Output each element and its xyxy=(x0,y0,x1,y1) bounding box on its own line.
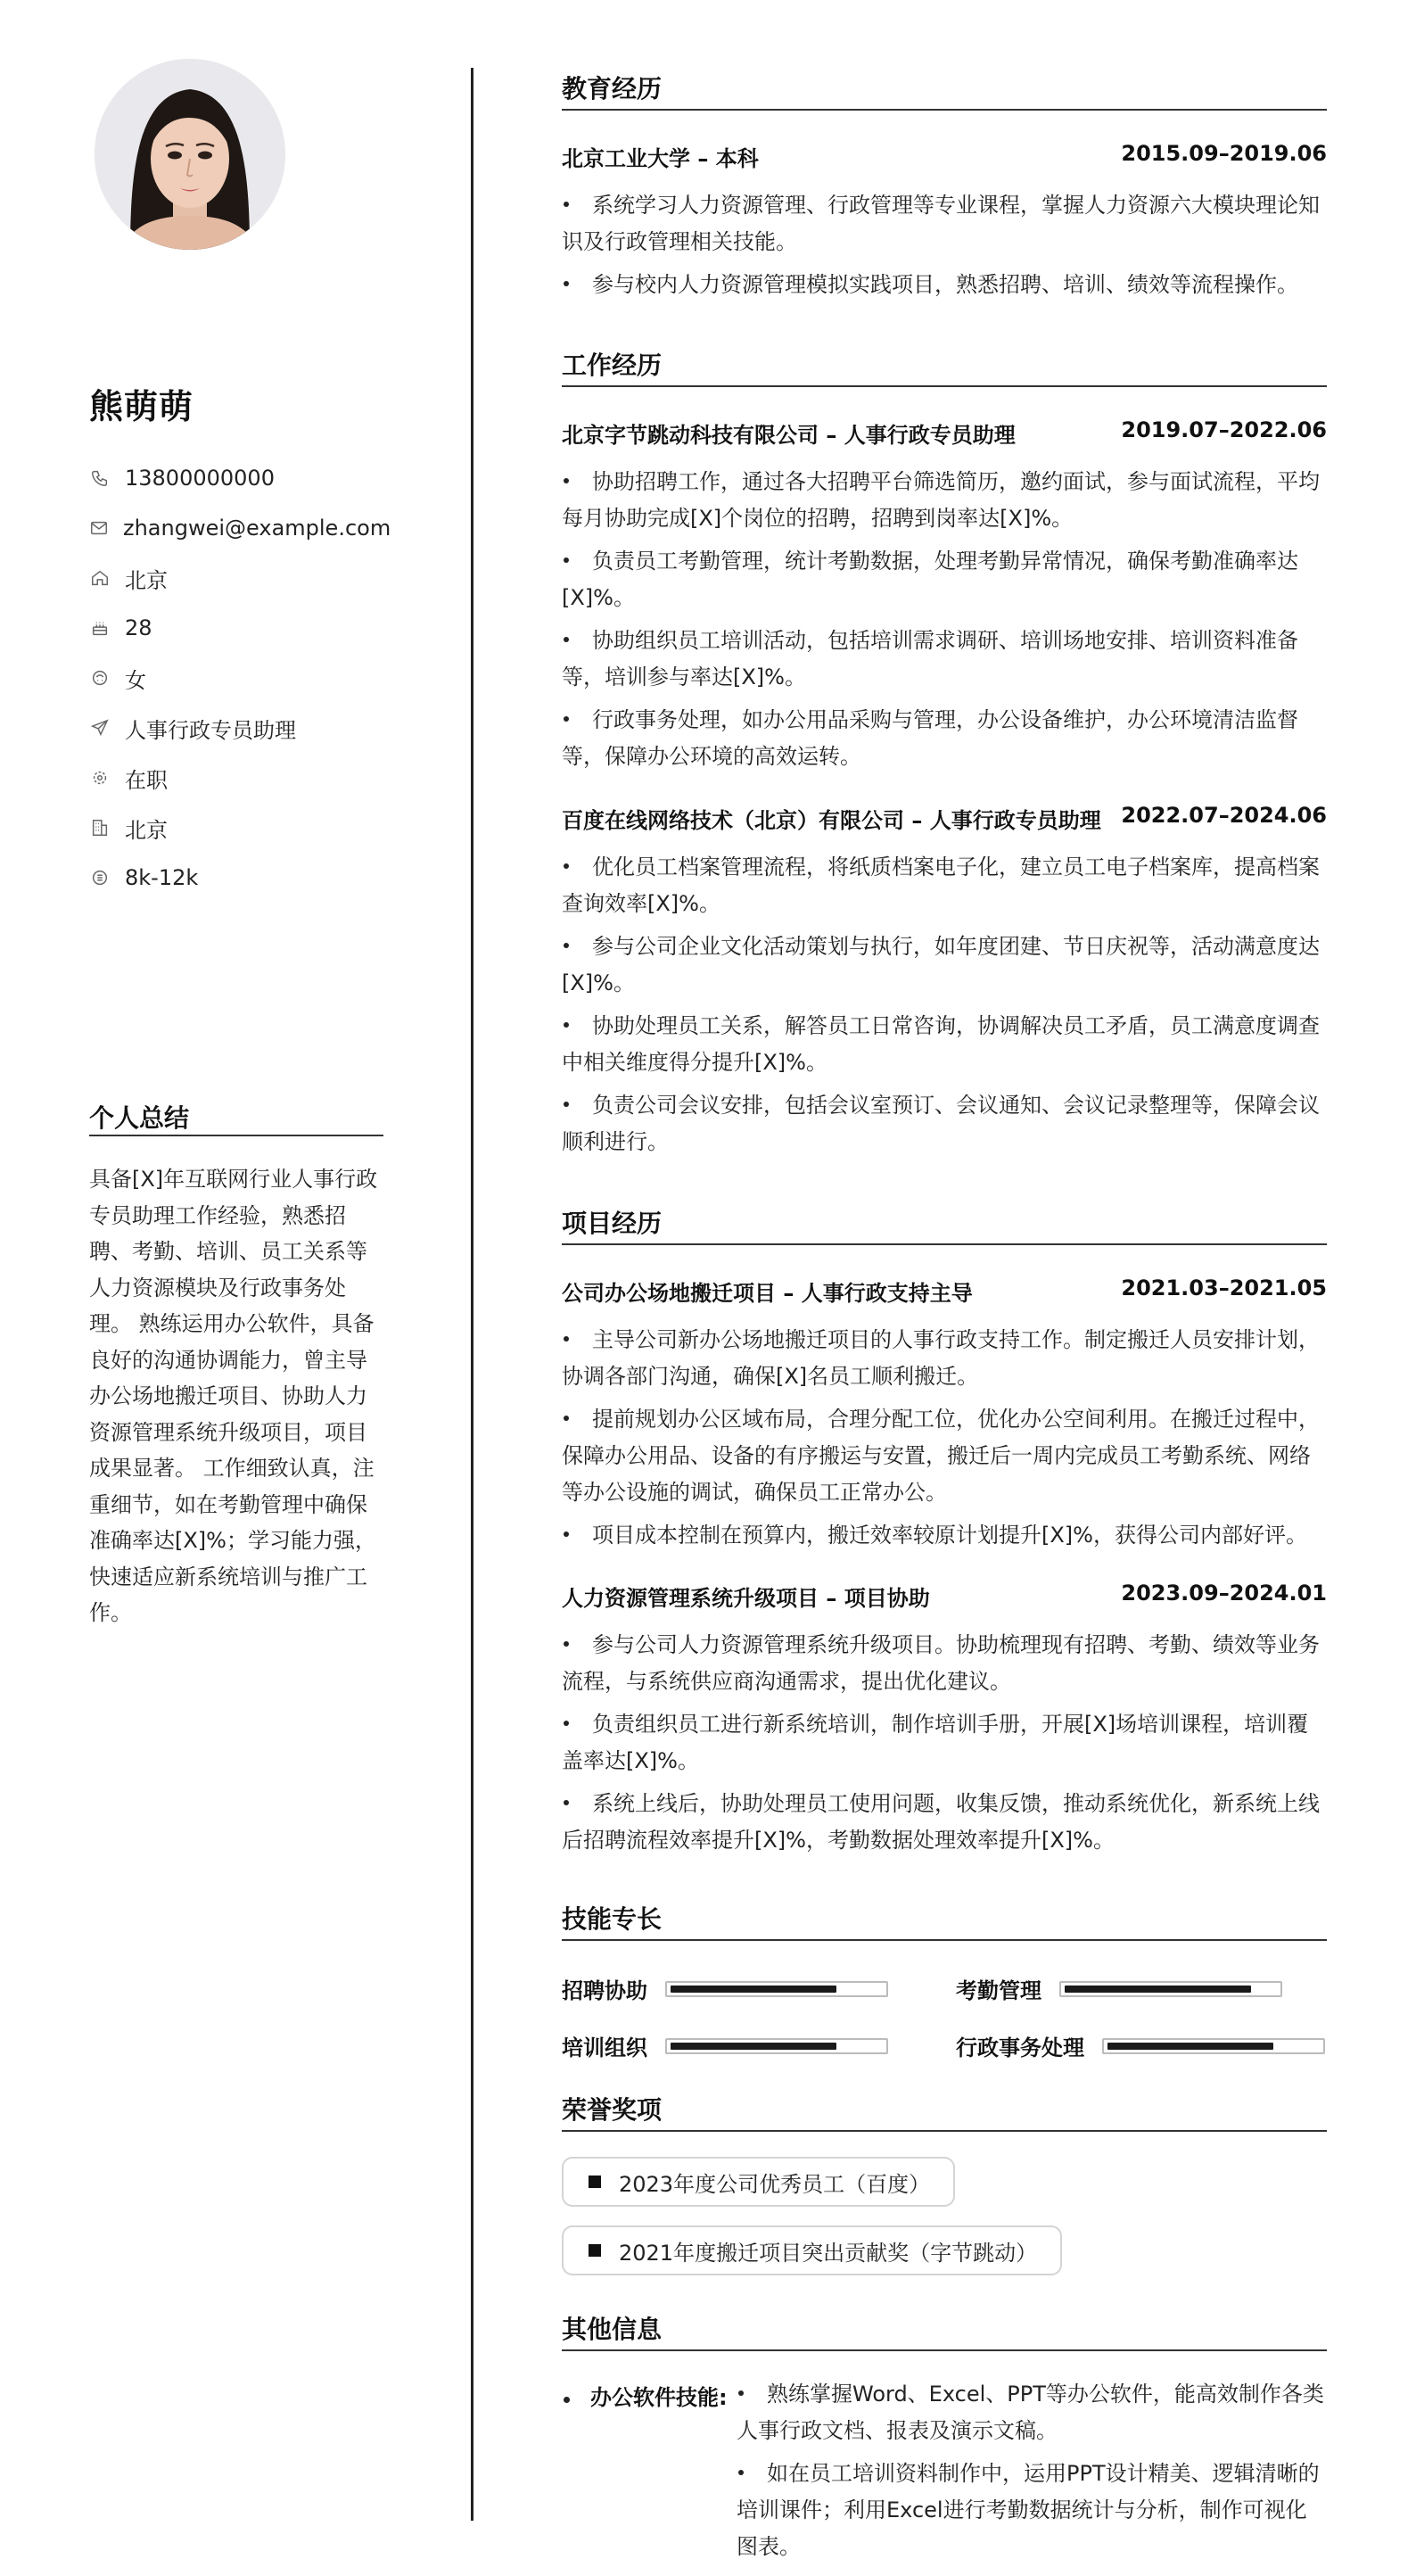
summary-divider xyxy=(89,1135,383,1136)
award-tag xyxy=(562,2225,1062,2275)
entry-title: 百度在线网络技术（北京）有限公司 – 人事行政专员助理 xyxy=(562,808,1101,833)
city-text: 北京 xyxy=(125,567,168,593)
skills-section xyxy=(562,1902,1327,1941)
work-city-text: 北京 xyxy=(125,817,168,843)
skill-item xyxy=(956,1973,1282,2004)
section-divider xyxy=(562,2130,1327,2132)
square-bullet-icon xyxy=(589,2244,601,2257)
list-item: 协助处理员工关系，解答员工日常咨询，协调解决员工矛盾，员工满意度调查中相关维度得分提升[X]%。 xyxy=(562,1008,1327,1081)
list-item: 系统学习人力资源管理、行政管理等专业课程，掌握人力资源六大模块理论知识及行政管理相关技能。 xyxy=(562,187,1327,260)
project-bullets-2 xyxy=(562,1627,1327,1865)
skill-bar xyxy=(665,1981,888,1997)
skill-label: 培训组织 xyxy=(562,2035,647,2060)
list-item: 如在员工培训资料制作中，运用PPT设计精美、逻辑清晰的培训课件；利用Excel进行考勤数据统计与分析，制作可视化图表。 xyxy=(737,2456,1327,2565)
status-text: 在职 xyxy=(125,767,168,793)
education-section xyxy=(562,71,1327,111)
section-divider xyxy=(562,2349,1327,2351)
info-item-age xyxy=(89,603,383,653)
work-entry-header xyxy=(562,417,1327,449)
skill-bar-fill xyxy=(671,2043,836,2050)
info-item-phone xyxy=(89,453,383,503)
work-section xyxy=(562,348,1327,387)
age-text: 28 xyxy=(125,615,152,640)
award-tag xyxy=(562,2157,955,2207)
list-item: 负责组织员工进行新系统培训，制作培训手册，开展[X]场培训课程，培训覆盖率达[X]%。 xyxy=(562,1706,1327,1779)
list-item: 熟练掌握Word、Excel、PPT等办公软件，能高效制作各类人事行政文档、报表及演示文稿。 xyxy=(737,2376,1327,2449)
summary-heading: 个人总结 xyxy=(89,1103,190,1133)
list-item: 负责公司会议安排，包括会议室预订、会议通知、会议记录整理等，保障会议顺利进行。 xyxy=(562,1087,1327,1160)
list-item: 负责员工考勤管理，统计考勤数据，处理考勤异常情况，确保考勤准确率达[X]%。 xyxy=(562,543,1327,616)
skill-bar-fill xyxy=(671,1986,836,1993)
entry-date: 2019.07–2022.06 xyxy=(1121,417,1327,442)
skill-bar-fill xyxy=(1065,1986,1251,1993)
other-label: 办公软件技能: xyxy=(590,2385,728,2410)
entry-date: 2021.03–2021.05 xyxy=(1121,1276,1327,1300)
entry-date: 2015.09–2019.06 xyxy=(1121,141,1327,166)
phone-text: 13800000000 xyxy=(125,466,275,491)
other-heading: 其他信息 xyxy=(562,2315,663,2344)
awards-section xyxy=(562,2093,1327,2132)
skill-bar xyxy=(1059,1981,1282,1997)
section-divider xyxy=(562,1939,1327,1941)
projects-heading: 项目经历 xyxy=(562,1209,663,1238)
contact-info-list xyxy=(89,453,391,903)
gender-text: 女 xyxy=(125,667,146,693)
projects-section xyxy=(562,1206,1327,1245)
skill-label: 行政事务处理 xyxy=(956,2035,1084,2060)
skill-bar xyxy=(1102,2038,1325,2054)
building-icon xyxy=(89,817,111,838)
info-item-position xyxy=(89,703,383,753)
info-item-salary xyxy=(89,853,383,903)
project-bullets-1 xyxy=(562,1322,1327,1560)
phone-icon xyxy=(89,467,111,489)
education-heading: 教育经历 xyxy=(562,74,663,103)
other-section xyxy=(562,2312,1327,2351)
list-item: 参与公司企业文化活动策划与执行，如年度团建、节日庆祝等，活动满意度达[X]%。 xyxy=(562,929,1327,1002)
work-bullets-1 xyxy=(562,464,1327,781)
list-item: 行政事务处理，如办公用品采购与管理，办公设备维护，办公环境清洁监督等，保障办公环境的高效运转。 xyxy=(562,702,1327,775)
section-divider xyxy=(562,385,1327,387)
skill-bar-fill xyxy=(1107,2043,1273,2050)
summary-text: 具备[X]年互联网行业人事行政专员助理工作经验，熟悉招聘、考勤、培训、员工关系等人力资源模块及行政事务处理。 熟练运用办公软件，具备良好的沟通协调能力，曾主导办公场地搬迁项目、协助人力资源管理系统升级项目，项目成果显著。 工作细致认真，注重细节，如在考勤管理中确保准确率达[X]%；学习能力强，快速适应新系统培训与推广工作。 xyxy=(89,1167,378,1625)
award-text: 2021年度搬迁项目突出贡献奖（字节跳动） xyxy=(619,2240,1038,2266)
info-item-work-city xyxy=(89,803,383,853)
work-entry-header xyxy=(562,803,1327,834)
home-icon xyxy=(89,567,111,589)
entry-date: 2023.09–2024.01 xyxy=(1121,1581,1327,1606)
list-item: 项目成本控制在预算内，搬迁效率较原计划提升[X]%，获得公司内部好评。 xyxy=(562,1517,1327,1554)
info-item-status xyxy=(89,753,383,803)
list-item: 提前规划办公区域布局，合理分配工位，优化办公空间利用。在搬迁过程中，保障办公用品、设备的有序搬运与安置，搬迁后一周内完成员工考勤系统、网络等办公设施的调试，确保员工正常办公。 xyxy=(562,1401,1327,1511)
list-item: 优化员工档案管理流程，将纸质档案电子化，建立员工电子档案库，提高档案查询效率[X]%。 xyxy=(562,849,1327,922)
entry-title: 公司办公场地搬迁项目 – 人事行政支持主导 xyxy=(562,1281,973,1306)
project-entry-header xyxy=(562,1276,1327,1307)
avatar-portrait xyxy=(95,59,285,250)
candidate-name: 熊萌萌 xyxy=(89,387,194,426)
gender-icon xyxy=(89,667,111,689)
column-divider xyxy=(471,68,473,2521)
education-bullets xyxy=(562,187,1327,310)
section-divider xyxy=(562,1243,1327,1245)
position-text: 人事行政专员助理 xyxy=(125,717,296,743)
list-item: 参与校内人力资源管理模拟实践项目，熟悉招聘、培训、绩效等流程操作。 xyxy=(562,267,1327,303)
info-item-gender xyxy=(89,653,383,703)
list-item: 协助招聘工作，通过各大招聘平台筛选简历，邀约面试，参与面试流程，平均每月协助完成[X]个岗位的招聘，招聘到岗率达[X]%。 xyxy=(562,464,1327,537)
skill-bar xyxy=(665,2038,888,2054)
salary-icon xyxy=(89,867,111,888)
skill-item xyxy=(956,2030,1325,2061)
list-item: 系统上线后，协助处理员工使用问题，收集反馈，推动系统优化，新系统上线后招聘流程效率提升[X]%，考勤数据处理效率提升[X]%。 xyxy=(562,1786,1327,1859)
send-icon xyxy=(89,717,111,739)
work-bullets-2 xyxy=(562,849,1327,1167)
avatar xyxy=(95,59,285,250)
cake-icon xyxy=(89,617,111,639)
mail-icon xyxy=(89,517,109,539)
skills-heading: 技能专长 xyxy=(562,1904,663,1934)
entry-title: 北京工业大学 – 本科 xyxy=(562,146,759,171)
entry-title: 人力资源管理系统升级项目 – 项目协助 xyxy=(562,1586,930,1611)
award-text: 2023年度公司优秀员工（百度） xyxy=(619,2171,931,2197)
list-item: 参与公司人力资源管理系统升级项目。协助梳理现有招聘、考勤、绩效等业务流程，与系统供应商沟通需求，提出优化建议。 xyxy=(562,1627,1327,1700)
list-item: 主导公司新办公场地搬迁项目的人事行政支持工作。制定搬迁人员安排计划，协调各部门沟通，确保[X]名员工顺利搬迁。 xyxy=(562,1322,1327,1395)
section-divider xyxy=(562,109,1327,111)
skill-label: 考勤管理 xyxy=(956,1978,1041,2003)
awards-heading: 荣誉奖项 xyxy=(562,2095,663,2125)
info-item-email xyxy=(89,503,391,553)
skill-label: 招聘协助 xyxy=(562,1978,647,2003)
info-item-city xyxy=(89,553,383,603)
work-heading: 工作经历 xyxy=(562,351,663,380)
salary-text: 8k-12k xyxy=(125,865,199,890)
education-entry-header xyxy=(562,141,1327,172)
list-item: 协助组织员工培训活动，包括培训需求调研、培训场地安排、培训资料准备等，培训参与率达[X]%。 xyxy=(562,623,1327,696)
entry-date: 2022.07–2024.06 xyxy=(1121,803,1327,828)
other-bullets xyxy=(737,2376,1327,2572)
square-bullet-icon xyxy=(589,2176,601,2188)
project-entry-header xyxy=(562,1581,1327,1612)
bullet-dot-icon xyxy=(564,2397,570,2403)
email-text: zhangwei@example.com xyxy=(123,516,391,541)
status-icon xyxy=(89,767,111,788)
entry-title: 北京字节跳动科技有限公司 – 人事行政专员助理 xyxy=(562,423,1016,448)
skill-item xyxy=(562,2030,888,2061)
skill-item xyxy=(562,1973,888,2004)
